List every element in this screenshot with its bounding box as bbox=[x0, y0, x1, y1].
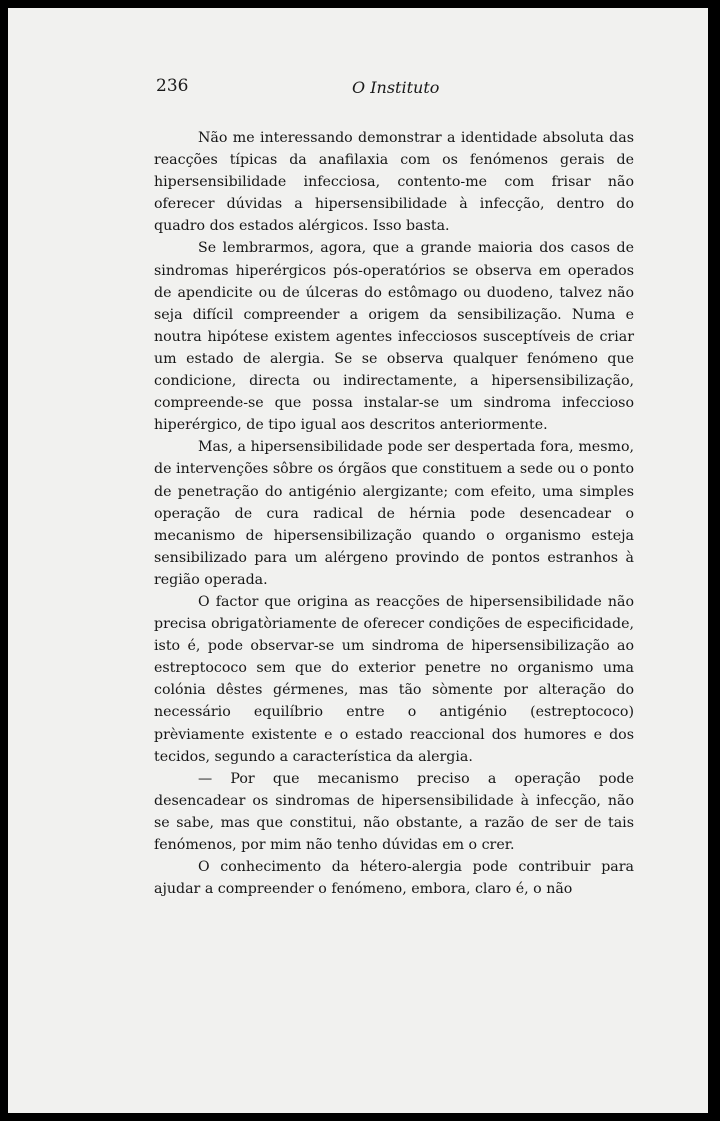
running-title: O Instituto bbox=[352, 78, 440, 97]
paragraph-2: Se lembrarmos, agora, que a grande maioria dos casos de sindromas hiperérgicos pós-operatórios se observa em operados de apendicite ou de úlceras do estômago ou duodeno, talvez não seja difícil compreender a origem da sensibilização. Numa e noutra hipótese existem agentes infecciosos susceptíveis de criar um estado de alergia. Se se observa qualquer fenómeno que condicione, directa ou indirectamente, a hipersensibilização, compreende-se que possa instalar-se um sindroma infeccioso hiperérgico, de tipo igual aos descritos anteriormente. bbox=[154, 240, 634, 434]
paragraph-6: O conhecimento da hétero-alergia pode contribuir para ajudar a compreender o fenómeno, embora, claro é, o não bbox=[154, 859, 634, 898]
page-header bbox=[156, 72, 634, 102]
paragraph-3: Mas, a hipersensibilidade pode ser despertada fora, mesmo, de intervenções sôbre os órgãos que constituem a sede ou o ponto de penetração do antigénio alergizante; com efeito, uma simples operação de cura radical de hérnia pode desencadear o mecanismo de hipersensibilização quando o organismo esteja sensibilizado para um alérgeno provindo de pontos estranhos à região operada. bbox=[154, 439, 634, 588]
paragraph-5: — Por que mecanismo preciso a operação pode desencadear os sindromas de hipersensibilidade à infecção, não se sabe, mas que constitui, não obstante, a razão de ser de tais fenómenos, por mim não tenho dúvidas em o crer. bbox=[154, 770, 634, 853]
paragraph-4: O factor que origina as reacções de hipersensibilidade não precisa obrigatòriamente de oferecer condições de especificidade, isto é, pode observar-se um sindroma de hipersensibilização ao estreptococo sem que do exterior penetre no organismo uma colónia dêstes gérmenes, mas tão sòmente por alteração do necessário equilíbrio entre o antigénio (estreptococo) prèviamente existente e o estado reaccional dos humores e dos tecidos, segundo a característica da alergia. bbox=[154, 593, 634, 765]
book-page bbox=[8, 8, 708, 1113]
paragraph-1: Não me interessando demonstrar a identidade absoluta das reacções típicas da anafilaxia com os fenómenos gerais de hipersensibilidade infecciosa, contento-me com frisar não oferecer dúvidas a hipersensibilidade à infecção, dentro do quadro dos estados alérgicos. Isso basta. bbox=[154, 130, 634, 235]
body-text bbox=[154, 127, 634, 900]
page-number: 236 bbox=[156, 76, 189, 96]
